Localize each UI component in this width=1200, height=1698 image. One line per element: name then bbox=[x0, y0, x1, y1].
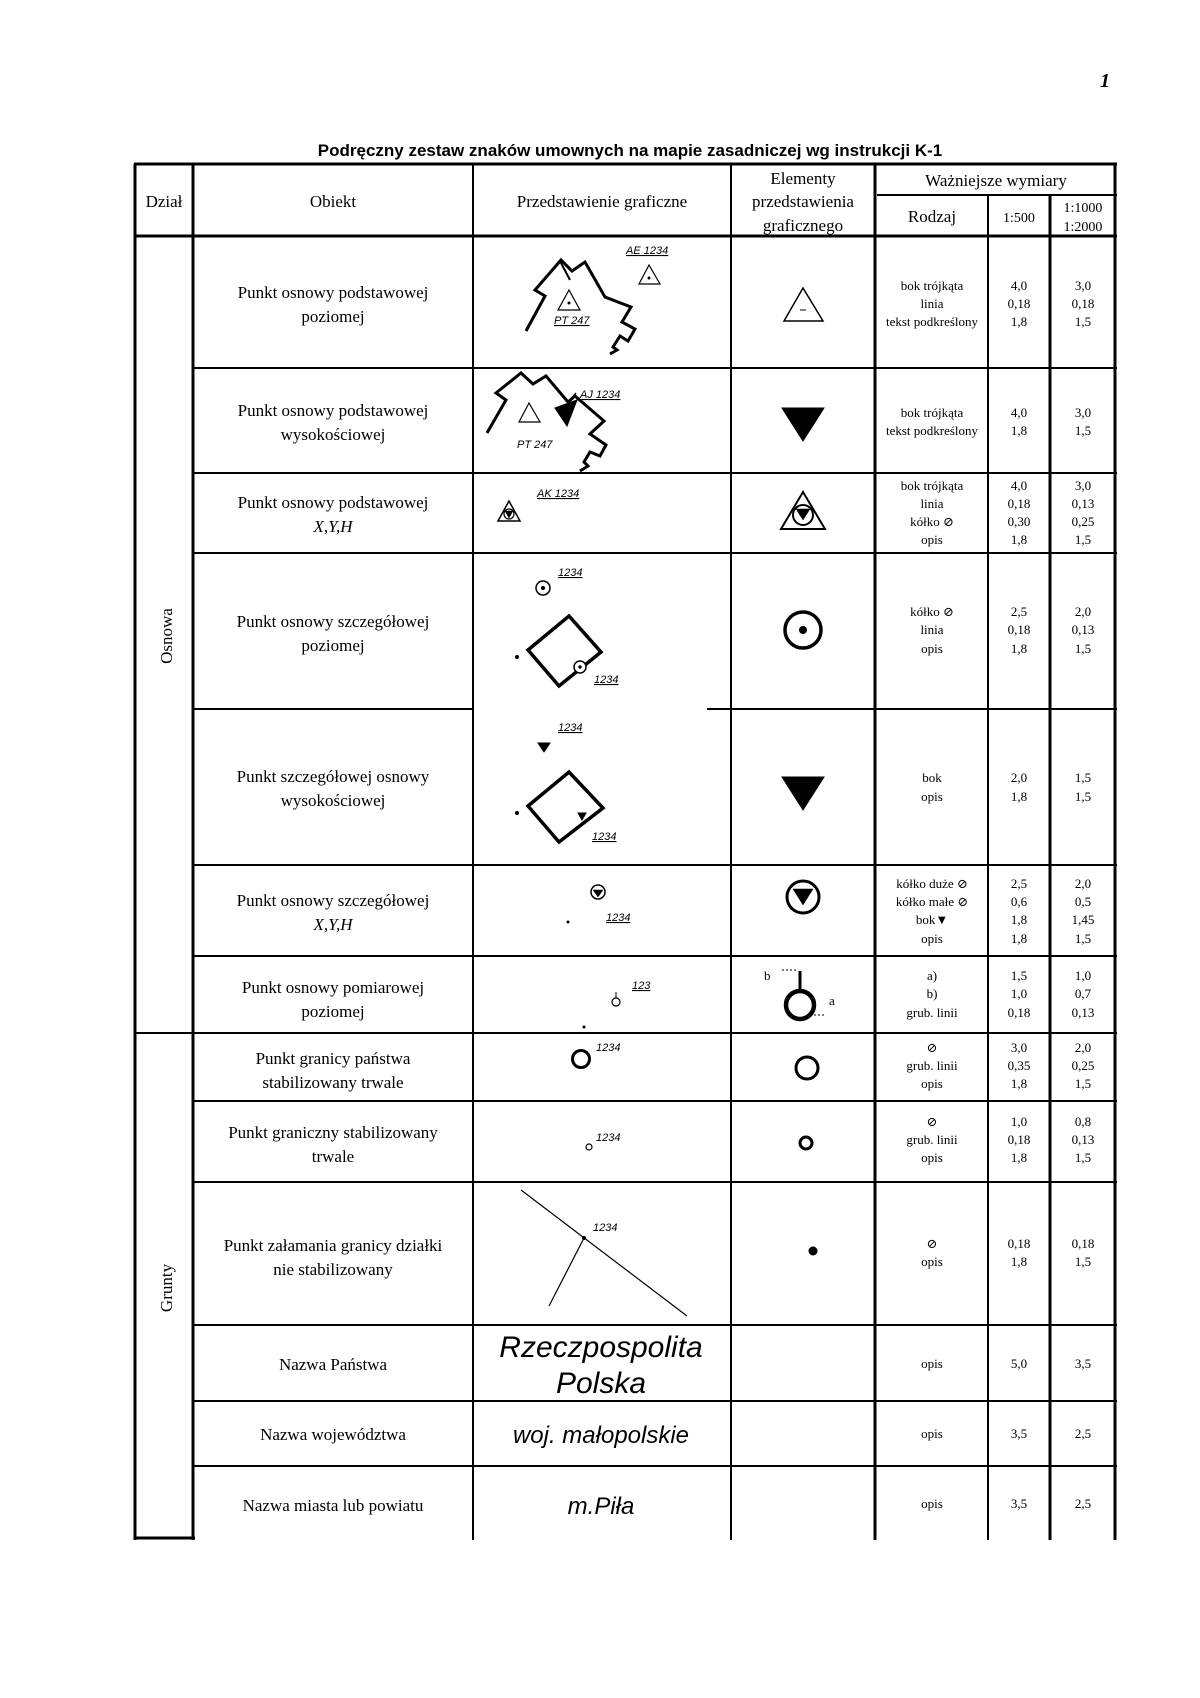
row1-name-1: Punkt osnowy podstawowej bbox=[237, 283, 429, 302]
row11-s1000: 3,5 bbox=[1074, 1356, 1092, 1371]
row4-name-1: Punkt osnowy szczegółowej bbox=[236, 612, 430, 631]
row1-s500-3: 1,8 bbox=[1010, 314, 1028, 329]
row1-s1000-2: 0,18 bbox=[1071, 296, 1095, 311]
row12-s500: 3,5 bbox=[1010, 1426, 1028, 1441]
row1-label-ae: AE 1234 bbox=[626, 245, 669, 257]
row5-label-2: 1234 bbox=[592, 831, 617, 843]
element-symbols bbox=[764, 288, 835, 1255]
row11-name: Nazwa Państwa bbox=[278, 1355, 388, 1374]
row2-s1000-1: 3,0 bbox=[1074, 405, 1092, 420]
row1-s500-2: 0,18 bbox=[1007, 296, 1031, 311]
row7-s1000-1: 1,0 bbox=[1074, 968, 1092, 983]
row9-s1000-2: 0,13 bbox=[1071, 1132, 1095, 1147]
row2-s500-1: 4,0 bbox=[1010, 405, 1028, 420]
row7-rodzaj-3: grub. linii bbox=[906, 1005, 958, 1020]
row2-label-pt: PT 247 bbox=[517, 439, 553, 451]
row4-name-2: poziomej bbox=[301, 636, 365, 655]
row3-s1000-1: 3,0 bbox=[1074, 478, 1092, 493]
row8-s1000-2: 0,25 bbox=[1071, 1058, 1095, 1073]
row1-rodzaj-2: linia bbox=[920, 296, 944, 311]
row8-name-2: stabilizowany trwale bbox=[262, 1073, 404, 1092]
row3-name-1: Punkt osnowy podstawowej bbox=[237, 493, 429, 512]
row9-name-2: trwale bbox=[311, 1147, 355, 1166]
row9-graphic bbox=[586, 1132, 620, 1150]
row8-name-1: Punkt granicy państwa bbox=[255, 1049, 411, 1068]
row13-s500: 3,5 bbox=[1010, 1496, 1028, 1511]
table-header bbox=[146, 169, 1103, 235]
row4-label-2: 1234 bbox=[594, 674, 619, 686]
row3-s1000-3: 0,25 bbox=[1071, 514, 1095, 529]
row3-rodzaj-4: opis bbox=[921, 532, 943, 547]
row1-name-2: poziomej bbox=[301, 307, 365, 326]
row1-rodzaj-1: bok trójkąta bbox=[900, 278, 964, 293]
row6-rodzaj-1: kółko duże ⊘ bbox=[896, 876, 968, 891]
row6-s1000-4: 1,5 bbox=[1074, 931, 1092, 946]
row11-sample-1: Rzeczpospolita bbox=[499, 1331, 703, 1364]
row5-rodzaj-2: opis bbox=[921, 789, 943, 804]
row12-sample: woj. małopolskie bbox=[512, 1422, 690, 1449]
row4-graphic bbox=[516, 567, 619, 686]
row4-s500-1: 2,5 bbox=[1010, 604, 1028, 619]
row4-rodzaj-2: linia bbox=[920, 622, 944, 637]
row4-s1000-2: 0,13 bbox=[1071, 622, 1095, 637]
row2-s500-2: 1,8 bbox=[1010, 423, 1028, 438]
row3-rodzaj-2: linia bbox=[920, 496, 944, 511]
row5-s500-2: 1,8 bbox=[1010, 789, 1028, 804]
row7-name-1: Punkt osnowy pomiarowej bbox=[241, 978, 425, 997]
row7-label-a: a bbox=[829, 993, 835, 1008]
header-przedstawienie: Przedstawienie graficzne bbox=[516, 192, 688, 211]
row8-graphic bbox=[573, 1042, 621, 1068]
row3-s1000-4: 1,5 bbox=[1074, 532, 1092, 547]
row7-name-2: poziomej bbox=[301, 1002, 365, 1021]
row3-graphic bbox=[498, 488, 579, 521]
row5-name-1: Punkt szczegółowej osnowy bbox=[236, 767, 430, 786]
row1-label-pt: PT 247 bbox=[554, 315, 590, 327]
row6-s500-1: 2,5 bbox=[1010, 876, 1028, 891]
row7-survey-point-icon bbox=[764, 968, 835, 1019]
row10-dot-icon bbox=[809, 1247, 817, 1255]
row5-label-1: 1234 bbox=[558, 722, 583, 734]
row9-rodzaj-2: grub. linii bbox=[906, 1132, 958, 1147]
row8-s500-2: 0,35 bbox=[1007, 1058, 1031, 1073]
row6-name-1: Punkt osnowy szczegółowej bbox=[236, 891, 430, 910]
row6-s500-2: 0,6 bbox=[1010, 894, 1028, 909]
row5-filled-triangle-icon bbox=[782, 777, 824, 810]
graphic-depictions bbox=[487, 245, 687, 1316]
row4-s1000-1: 2,0 bbox=[1074, 604, 1092, 619]
row13-s1000: 2,5 bbox=[1074, 1496, 1092, 1511]
row4-s500-3: 1,8 bbox=[1010, 641, 1028, 656]
row9-s500-1: 1,0 bbox=[1010, 1114, 1028, 1129]
row10-rodzaj-2: opis bbox=[921, 1254, 943, 1269]
row12-s1000: 2,5 bbox=[1074, 1426, 1092, 1441]
header-wymiary: Ważniejsze wymiary bbox=[925, 171, 1067, 190]
row1-triangle-icon bbox=[784, 288, 823, 321]
row2-rodzaj-1: bok trójkąta bbox=[900, 405, 964, 420]
row1-rodzaj-3: tekst podkreślony bbox=[885, 314, 979, 329]
row1-s1000-1: 3,0 bbox=[1074, 278, 1092, 293]
row6-s500-4: 1,8 bbox=[1010, 931, 1028, 946]
row7-graphic bbox=[583, 980, 651, 1028]
row6-graphic bbox=[567, 885, 630, 924]
row10-s1000-1: 0,18 bbox=[1071, 1236, 1095, 1251]
header-scale-500: 1:500 bbox=[1003, 211, 1035, 226]
row6-s500-3: 1,8 bbox=[1010, 912, 1028, 927]
row9-s1000-3: 1,5 bbox=[1074, 1150, 1092, 1165]
section-grunty: Grunty bbox=[157, 1263, 176, 1313]
row2-graphic bbox=[487, 373, 620, 471]
section-osnowa: Osnowa bbox=[157, 608, 176, 664]
row10-name-1: Punkt załamania granicy działki bbox=[223, 1236, 443, 1255]
row9-name-1: Punkt graniczny stabilizowany bbox=[228, 1123, 438, 1142]
row10-s1000-2: 1,5 bbox=[1074, 1254, 1092, 1269]
row1-s500-1: 4,0 bbox=[1010, 278, 1028, 293]
row3-s500-4: 1,8 bbox=[1010, 532, 1028, 547]
row8-s1000-3: 1,5 bbox=[1074, 1076, 1092, 1091]
row6-circle-triangle-icon bbox=[787, 881, 819, 913]
row6-label: 1234 bbox=[606, 912, 631, 924]
row10-graphic bbox=[521, 1190, 687, 1316]
row3-s1000-2: 0,13 bbox=[1071, 496, 1095, 511]
row9-small-circle-icon bbox=[800, 1137, 812, 1149]
row5-graphic bbox=[516, 722, 617, 843]
row7-s1000-2: 0,7 bbox=[1074, 986, 1092, 1001]
row6-name-2: X,Y,H bbox=[313, 915, 353, 934]
row12-rodzaj: opis bbox=[921, 1426, 943, 1441]
row5-s500-1: 2,0 bbox=[1010, 770, 1028, 785]
row9-s500-2: 0,18 bbox=[1007, 1132, 1031, 1147]
row5-rodzaj-1: bok bbox=[922, 770, 942, 785]
row8-rodzaj-1: ⊘ bbox=[926, 1040, 938, 1055]
row13-rodzaj: opis bbox=[921, 1496, 943, 1511]
row8-s1000-1: 2,0 bbox=[1074, 1040, 1092, 1055]
header-rodzaj: Rodzaj bbox=[907, 207, 957, 226]
row2-name-2: wysokościowej bbox=[280, 425, 386, 444]
row10-s500-2: 1,8 bbox=[1010, 1254, 1028, 1269]
row1-s1000-3: 1,5 bbox=[1074, 314, 1092, 329]
row4-s1000-3: 1,5 bbox=[1074, 641, 1092, 656]
header-elementy-1: Elementy bbox=[770, 169, 836, 188]
row10-name-2: nie stabilizowany bbox=[273, 1260, 393, 1279]
row6-s1000-2: 0,5 bbox=[1074, 894, 1092, 909]
header-obiekt: Obiekt bbox=[309, 192, 357, 211]
page-number: 1 bbox=[1100, 70, 1110, 92]
row4-label-1: 1234 bbox=[558, 567, 583, 579]
header-elementy-3: graficznego bbox=[762, 216, 844, 235]
row7-s500-2: 1,0 bbox=[1010, 986, 1028, 1001]
sample-names bbox=[499, 1331, 702, 1520]
header-scale-1000: 1:1000 bbox=[1063, 201, 1103, 216]
row12-name: Nazwa województwa bbox=[260, 1425, 406, 1444]
row3-label-ak: AK 1234 bbox=[537, 488, 580, 500]
row9-s500-3: 1,8 bbox=[1010, 1150, 1028, 1165]
row4-rodzaj-3: opis bbox=[921, 641, 943, 656]
row2-label-aj: AJ 1234 bbox=[580, 389, 621, 401]
row7-label: 123 bbox=[632, 980, 651, 992]
row3-rodzaj-1: bok trójkąta bbox=[900, 478, 964, 493]
row9-label: 1234 bbox=[596, 1132, 621, 1144]
page-title: Podręczny zestaw znaków umownych na mapie zasadniczej wg instrukcji K-1 bbox=[317, 141, 943, 160]
row7-label-b: b bbox=[764, 968, 771, 983]
row6-rodzaj-4: opis bbox=[921, 931, 943, 946]
row7-rodzaj-2: b) bbox=[926, 986, 938, 1001]
row7-s500-3: 0,18 bbox=[1007, 1005, 1031, 1020]
row7-rodzaj-1: a) bbox=[926, 968, 938, 983]
row6-s1000-1: 2,0 bbox=[1074, 876, 1092, 891]
row3-s500-2: 0,18 bbox=[1007, 496, 1031, 511]
row9-rodzaj-1: ⊘ bbox=[926, 1114, 938, 1129]
row8-label: 1234 bbox=[596, 1042, 621, 1054]
row4-s500-2: 0,18 bbox=[1007, 622, 1031, 637]
row8-s500-1: 3,0 bbox=[1010, 1040, 1028, 1055]
row8-circle-icon bbox=[796, 1057, 818, 1079]
row2-filled-triangle-icon bbox=[782, 408, 824, 441]
row5-name-2: wysokościowej bbox=[280, 791, 386, 810]
row6-rodzaj-2: kółko małe ⊘ bbox=[895, 894, 969, 909]
row3-triangle-circle-icon bbox=[781, 492, 825, 529]
row5-s1000-1: 1,5 bbox=[1074, 770, 1092, 785]
row3-rodzaj-3: kółko ⊘ bbox=[910, 514, 954, 529]
header-dzial: Dział bbox=[145, 192, 183, 211]
row4-rodzaj-1: kółko ⊘ bbox=[910, 604, 954, 619]
row10-label: 1234 bbox=[593, 1222, 618, 1234]
row9-s1000-1: 0,8 bbox=[1074, 1114, 1092, 1129]
row11-s500: 5,0 bbox=[1010, 1356, 1028, 1371]
row8-rodzaj-2: grub. linii bbox=[906, 1058, 958, 1073]
row13-name: Nazwa miasta lub powiatu bbox=[242, 1496, 424, 1515]
row11-sample-2: Polska bbox=[555, 1367, 647, 1400]
row5-s1000-2: 1,5 bbox=[1074, 789, 1092, 804]
row8-rodzaj-3: opis bbox=[921, 1076, 943, 1091]
row10-s500-1: 0,18 bbox=[1007, 1236, 1031, 1251]
row4-circle-dot-icon bbox=[785, 612, 821, 648]
row10-rodzaj-1: ⊘ bbox=[926, 1236, 938, 1251]
header-elementy-2: przedstawienia bbox=[752, 192, 854, 211]
row6-rodzaj-3: bok▼ bbox=[915, 912, 949, 927]
dimension-values bbox=[886, 278, 1094, 1511]
row2-rodzaj-2: tekst podkreślony bbox=[885, 423, 979, 438]
row7-s500-1: 1,5 bbox=[1010, 968, 1028, 983]
row2-name-1: Punkt osnowy podstawowej bbox=[237, 401, 429, 420]
row3-s500-3: 0,30 bbox=[1007, 514, 1031, 529]
header-scale-2000: 1:2000 bbox=[1063, 220, 1103, 235]
row6-s1000-3: 1,45 bbox=[1071, 912, 1095, 927]
row1-graphic bbox=[526, 245, 668, 354]
row7-s1000-3: 0,13 bbox=[1071, 1005, 1095, 1020]
row9-rodzaj-3: opis bbox=[921, 1150, 943, 1165]
row3-name-2: X,Y,H bbox=[313, 517, 353, 536]
row11-rodzaj: opis bbox=[921, 1356, 943, 1371]
row2-s1000-2: 1,5 bbox=[1074, 423, 1092, 438]
row13-sample: m.Piła bbox=[567, 1493, 635, 1520]
row8-s500-3: 1,8 bbox=[1010, 1076, 1028, 1091]
row3-s500-1: 4,0 bbox=[1010, 478, 1028, 493]
object-names bbox=[224, 283, 443, 1515]
